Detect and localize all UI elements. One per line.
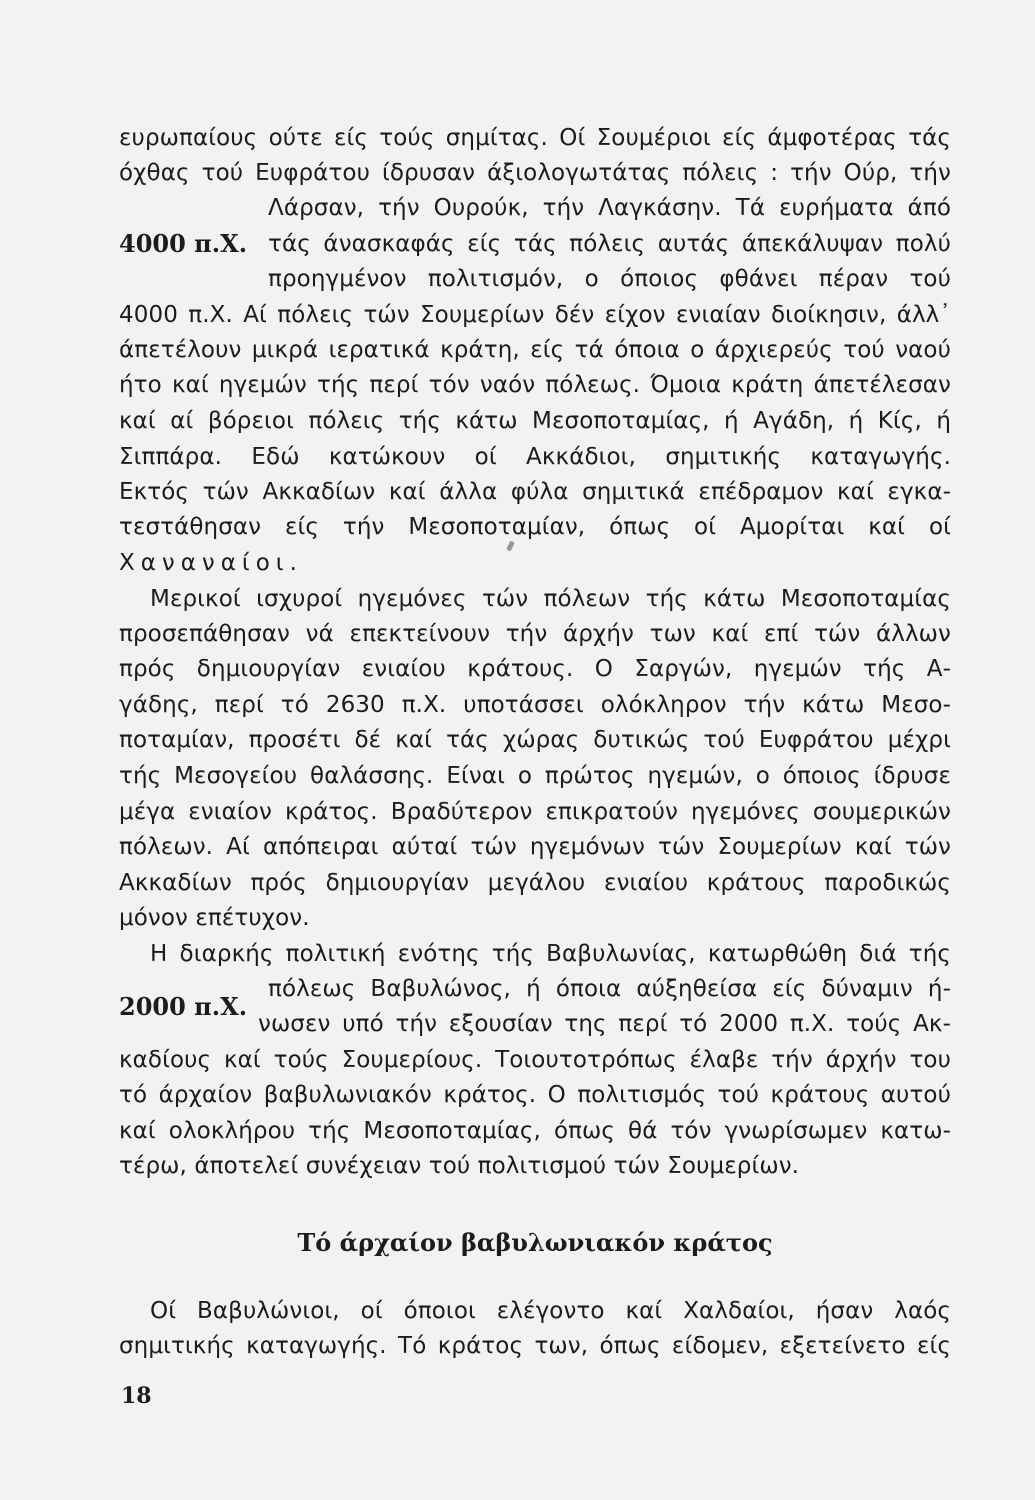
text-line: προηγμένον πολιτισμόν, ο όποιος φθάνει πέραν τού <box>268 266 951 292</box>
text-line: τό άρχαίον βαβυλωνιακόν κράτος. Ο πολιτισμός τού κράτους αυτού <box>119 1082 951 1108</box>
text-line: καί αί βόρειοι πόλεις τής κάτω Μεσοποταμίας, ή Αγάδη, ή Κίς, ή <box>119 408 951 434</box>
text-line: τεστάθησαν είς τήν Μεσοποταμίαν, όπως οί Αμορίται καί οί <box>119 514 951 540</box>
text-line: ποταμίαν, προσέτι δέ καί τάς χώρας δυτικώς τού Ευφράτου μέχρι <box>119 727 951 753</box>
text-line: Χαναναίοι. <box>119 550 303 576</box>
text-line: πρός δημιουργίαν ενιαίου κράτους. Ο Σαργών, ηγεμών τής Α- <box>119 656 951 682</box>
text-line: καί ολοκλήρου τής Μεσοποταμίας, όπως θά τόν γνωρίσωμεν κατω- <box>119 1118 951 1144</box>
text-line: σημιτικής καταγωγής. Τό κράτος των, όπως είδομεν, εξετείνετο είς <box>119 1333 951 1359</box>
text-line: μόνον επέτυχον. <box>119 905 310 931</box>
text-line: όχθας τού Ευφράτου ίδρυσαν άξιολογωτάτας πόλεις : τήν Ούρ, τήν <box>119 160 951 186</box>
text-line: προσεπάθησαν νά επεκτείνουν τήν άρχήν των καί επί τών άλλων <box>119 621 951 647</box>
text-line: τής Μεσογείου θαλάσσης. Είναι ο πρώτος ηγεμών, ο όποιος ίδρυσε <box>119 763 951 789</box>
section-heading: Τό άρχαίον βαβυλωνιακόν κράτος <box>297 1228 773 1257</box>
text-line: τέρω, άποτελεί συνέχειαν τού πολιτισμού τών Σουμερίων. <box>119 1153 800 1179</box>
text-line: Μερικοί ισχυροί ηγεμόνες τών πόλεων τής κάτω Μεσοποταμίας <box>150 586 951 612</box>
text-line: ήτο καί ηγεμών τής περί τόν ναόν πόλεως. Όμοια κράτη άπετέλεσαν <box>119 372 951 398</box>
text-line: Ακκαδίων πρός δημιουργίαν μεγάλου ενιαίου κράτους παροδικώς <box>119 870 951 896</box>
text-line: νωσεν υπό τήν εξουσίαν της περί τό 2000 π.Χ. τούς Ακ- <box>258 1011 951 1037</box>
text-line: καδίους καί τούς Σουμερίους. Τοιουτοτρόπως έλαβε τήν άρχήν του <box>119 1047 951 1073</box>
text-line: Εκτός τών Ακκαδίων καί άλλα φύλα σημιτικά επέδραμον καί εγκα- <box>119 479 951 505</box>
text-line: ευρωπαίους ούτε είς τούς σημίτας. Οί Σουμέριοι είς άμφοτέρας τάς <box>119 125 951 151</box>
page-number: 18 <box>121 1383 152 1409</box>
margin-note-date: 2000 π.Χ. <box>119 992 248 1021</box>
text-line: άπετέλουν μικρά ιερατικά κράτη, είς τά όποια ο άρχιερεύς τού ναού <box>119 337 951 363</box>
text-line: γάδης, περί τό 2630 π.Χ. υποτάσσει ολόκληρον τήν κάτω Μεσο- <box>119 692 951 718</box>
margin-note-date: 4000 π.Χ. <box>119 229 248 258</box>
text-line: πόλεως Βαβυλώνος, ή όποια αύξηθείσα είς δύναμιν ή- <box>268 976 951 1002</box>
text-line: Οί Βαβυλώνιοι, οί όποιοι ελέγοντο καί Χαλδαίοι, ήσαν λαός <box>150 1298 951 1324</box>
text-line: μέγα ενιαίον κράτος. Βραδύτερον επικρατούν ηγεμόνες σουμερικών <box>119 799 951 825</box>
text-line: τάς άνασκαφάς είς τάς πόλεις αυτάς άπεκάλυψαν πολύ <box>268 231 951 257</box>
text-line: Η διαρκής πολιτική ενότης τής Βαβυλωνίας, κατωρθώθη διά τής <box>150 941 951 967</box>
text-line: Σιππάρα. Εδώ κατώκουν οί Ακκάδιοι, σημιτικής καταγωγής. <box>119 444 951 470</box>
text-line: πόλεων. Αί απόπειραι αύταί τών ηγεμόνων τών Σουμερίων καί τών <box>119 834 951 860</box>
text-line: Λάρσαν, τήν Ουρούκ, τήν Λαγκάσην. Τά ευρήματα άπό <box>268 195 951 221</box>
text-line: 4000 π.Χ. Αί πόλεις τών Σουμερίων δέν είχον ενιαίαν διοίκησιν, άλλ᾽ <box>119 302 951 328</box>
